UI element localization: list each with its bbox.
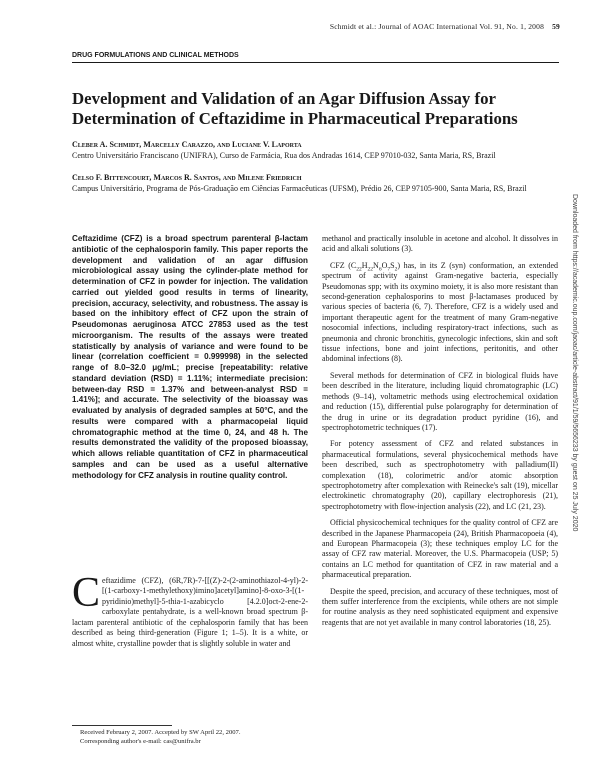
footnote-rule xyxy=(72,725,172,726)
paragraph-limitations: Despite the speed, precision, and accuracy of these techniques, most of them suffer interference from the excipients, while others are not simple for routine analysis as they need sophisticated equipment and expensive reagents that are not yet available in many control laboratories (18, 25). xyxy=(322,586,558,627)
abstract: Ceftazidime (CFZ) is a broad spectrum parenteral β-lactam antibiotic of the cephalosporin family. This paper reports the development and validation of an agar diffusion microbiological assay using the cylinder-plate method for determination of CFZ in powder for injection. The validation carried out yielded good results in terms of linearity, precision, accuracy, selectivity, and robustness. The assay is based on the inhibitory effect of CFZ upon the strain of Pseudomonas aeruginosa ATCC 27853 used as the test microorganism. The results of the assays were treated statistically by analysis of variance and were found to be linear (correlation coefficient = 0.999998) in the selected range of 8.0–32.0 μg/mL; precise [repeatability: relative standard deviation (RSD) = 1.11%; intermediate precision: between-day RSD = 1.37% and between-analyst RSD = 1.41%]; and accurate. The selectivity of the bioassay was evaluated by analysis of degraded samples at 50°C, and the results were compared with a pharmacopeial liquid chromatographic method at the time 0, 24, and 48 h. The results demonstrated the validity of the proposed bioassay, which allows reliable quantitation of CFZ in pharmaceutical samples and can be used as a useful alternative methodology for CFZ analysis in routine quality control. xyxy=(72,234,308,480)
received-note: Received February 2, 2007. Accepted by SW April 22, 2007. xyxy=(80,729,241,736)
paragraph-potency-methods: For potency assessment of CFZ and related substances in pharmaceutical formulations, several physicochemical methods have been described, such as spectrophotometry with palladium(II) complexation (18), colorimetric and/or atomic absorption spectrophotometry after complexation with Reinecke's salt (19), micellar electrokinetic chromatography (20), capillary electrophoresis (21), spectrophotometry with flow-injection analysis (22), and LC (21, 23). xyxy=(322,439,558,511)
paragraph-pharmacopeia: Official physicochemical techniques for the quality control of CFZ are described in the Japanese Pharmacopeia (24), British Pharmacopoeia (4), and European Pharmacopeia (3); these techniques employ LC for the assay of CFZ raw material. Moreover, the U.S. Pharmacopeia (USP; 5) contains an LC method for quantitation of CFZ in raw material and a pharmaceutical preparation. xyxy=(322,518,558,580)
drop-cap: C xyxy=(72,570,101,616)
page-number: 59 xyxy=(552,22,560,31)
right-column xyxy=(322,234,558,634)
author-names-1: Cleber A. Schmidt, Marcelly Carazzo, and Luciane V. Laporta xyxy=(72,140,302,149)
running-head xyxy=(330,22,560,31)
author-group-1 xyxy=(72,140,552,161)
intro-column xyxy=(72,570,308,649)
download-watermark: Downloaded from https://academic.oup.com/jaoac/article-abstract/91/1/59/5656233 by guest on 25 July 2020 xyxy=(571,194,578,532)
intro-paragraph: eftazidime (CFZ), (6R,7R)-7-[[(Z)-2-(2-aminothiazol-4-yl)-2-[(1-carboxy-1-methylethoxy)imino]acetyl]amino]-8-oxo-3-[(1-pyridinio)methyl]-5-thia-1-azabicyclo [4.2.0]oct-2-ene-2-carboxylate pentahydrate, is a well-known broad spectrum β-lactam parenteral antibiotic of the cephalosporin family that has been described as being third-generation (Figure 1; 1–5). It is a white, or almost white, crystalline powder that is slightly soluble in water and xyxy=(72,576,308,648)
section-rule xyxy=(72,62,559,63)
author-names-2: Celso F. Bittencourt, Marcos R. Santos, and Milene Friedrich xyxy=(72,173,302,182)
affiliation-2: Campus Universitário, Programa de Pós-Graduação em Ciências Farmacêuticas (UFSM), Prédio 26, CEP 97105-900, Santa Maria, RS, Brazil xyxy=(72,183,527,193)
paragraph-formula: CFZ $(C_{22}H_{22}N_6O_7S_2)$ has, in its Z (syn) conformation, an extended spectrum of activity against Gram-negative bacteria, especially Pseudomonas spp; with its oxymino moiety, it is also more resistant than second-generation cephalosporins to most β-lactamases produced by various species of bacteria (6, 7). Therefore, CFZ is a widely used and important therapeutic agent for the treatment of many Gram-negative nosocomial infections, including respiratory-tract infections, such as pneumonia and chronic bronchitis, gynecologic infections, skin and soft tissue infections, bone and joint infections, peritonitis, and other abdominal infections (8). xyxy=(322,260,558,364)
paragraph-solubility: methanol and practically insoluble in acetone and alcohol. It dissolves in acid and alkali solutions (3). xyxy=(322,234,558,254)
article-title: Development and Validation of an Agar Diffusion Assay for Determination of Ceftazidime in Pharmaceutical Preparations xyxy=(72,89,518,128)
paragraph-biological-methods: Several methods for determination of CFZ in biological fluids have been described in the literature, including liquid chromatographic (LC) methods (9–14), voltametric methods using electrochemical oxidation and reduction (15), differential pulse polarography for determination of the drug in urine or its degradation product pyridine (16), and spectrophotometric techniques (17). xyxy=(322,370,558,432)
journal-citation: Schmidt et al.: Journal of AOAC International Vol. 91, No. 1, 2008 xyxy=(329,22,545,31)
footnotes xyxy=(80,729,310,746)
corresponding-note: Corresponding author's e-mail: cas@unifra.br xyxy=(80,737,201,745)
affiliation-1: Centro Universitário Franciscano (UNIFRA), Curso de Farmácia, Rua dos Andradas 1614, CEP 97010-032, Santa Maria, RS, Brazil xyxy=(72,150,496,160)
section-label: DRUG FORMULATIONS AND CLINICAL METHODS xyxy=(72,52,239,59)
author-group-2 xyxy=(72,173,552,194)
